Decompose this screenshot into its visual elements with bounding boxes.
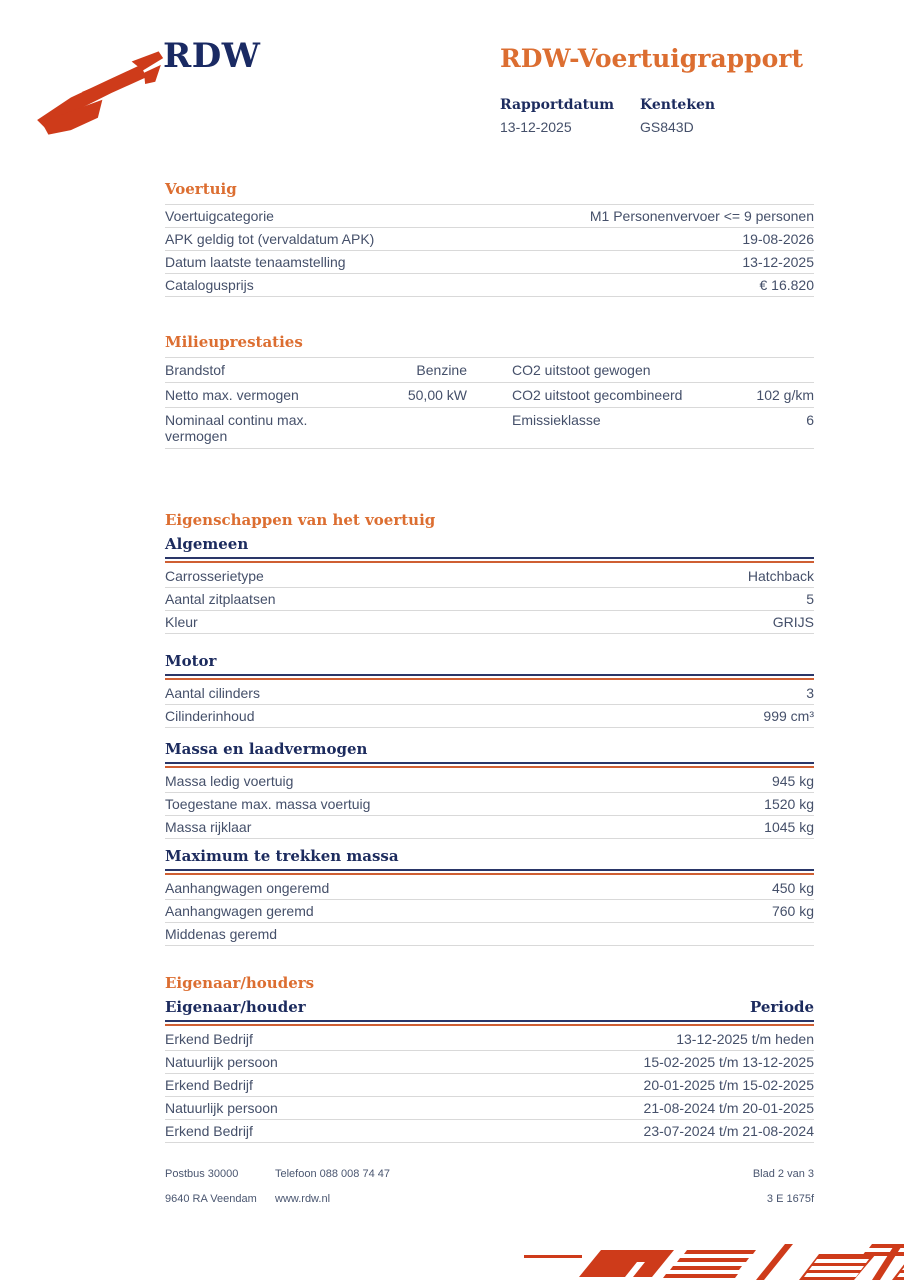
table-row (165, 358, 814, 383)
owner-period: 13-12-2025 t/m heden (676, 1031, 814, 1047)
row-value: 945 kg (771, 773, 814, 789)
owner-period: 23-07-2024 t/m 21-08-2024 (643, 1123, 814, 1139)
table-row (165, 251, 814, 274)
rdw-logo-wordmark: RDW (163, 36, 261, 76)
table-row (165, 408, 814, 449)
row-value: 3 (806, 685, 814, 701)
row-label: Voertuigcategorie (165, 208, 274, 224)
row-label: Massa ledig voertuig (165, 773, 294, 789)
row-label: APK geldig tot (vervaldatum APK) (165, 231, 375, 247)
table-row (165, 1074, 814, 1097)
section-eigenschappen (165, 511, 814, 946)
table-row (165, 705, 814, 728)
column-header-period: Periode (749, 998, 814, 1016)
footer-address-line2: 9640 RA Veendam (165, 1193, 257, 1205)
orange-rule (165, 1024, 814, 1026)
row-label: Aanhangwagen geremd (165, 903, 314, 919)
row-label: Netto max. vermogen (165, 387, 299, 403)
row-label: Catalogusprijs (165, 277, 254, 293)
rapportdatum-value: 13-12-2025 (500, 119, 572, 135)
row-value: 1520 kg (764, 796, 814, 812)
row-label: Aanhangwagen ongeremd (165, 880, 330, 896)
row-label: CO2 uitstoot gewogen (512, 362, 651, 378)
footer-doc-code: 3 E 1675f (766, 1193, 814, 1205)
footer-address-line1: Postbus 30000 (165, 1168, 239, 1180)
table-row (165, 770, 814, 793)
row-label: Cilinderinhoud (165, 708, 255, 724)
orange-rule (165, 766, 814, 768)
row-label: Massa rijklaar (165, 819, 252, 835)
owner-type: Erkend Bedrijf (165, 1123, 253, 1139)
section-title: Voertuig (165, 180, 237, 198)
orange-rule (165, 561, 814, 563)
owner-period: 20-01-2025 t/m 15-02-2025 (643, 1077, 814, 1093)
footer-page-number: Blad 2 van 3 (752, 1168, 814, 1180)
row-value: Hatchback (747, 568, 814, 584)
rdw-feather-icon (34, 48, 164, 138)
row-label: Brandstof (165, 362, 225, 378)
table-row (165, 816, 814, 839)
subsection-title: Massa en laadvermogen (165, 740, 814, 764)
row-label: Aantal cilinders (165, 685, 260, 701)
row-label: CO2 uitstoot gecombineerd (512, 387, 683, 403)
subsection-massa (165, 740, 814, 839)
row-label: Aantal zitplaatsen (165, 591, 276, 607)
section-milieuprestaties (165, 333, 814, 449)
row-value: M1 Personenvervoer <= 9 personen (589, 208, 814, 224)
owner-type: Erkend Bedrijf (165, 1031, 253, 1047)
column-header-owner: Eigenaar/houder (165, 998, 306, 1016)
page-footer (165, 1168, 814, 1205)
subsection-title: Maximum te trekken massa (165, 847, 814, 871)
row-value: 999 cm³ (763, 708, 814, 724)
row-label: Nominaal continu max. vermogen (165, 412, 308, 444)
rapportdatum-label: Rapportdatum (500, 97, 615, 113)
row-value: 1045 kg (764, 819, 814, 835)
report-body (165, 180, 814, 1143)
row-label: Carrosserietype (165, 568, 264, 584)
row-value (684, 362, 814, 378)
table-row (165, 383, 814, 408)
row-label: Datum laatste tenaamstelling (165, 254, 346, 270)
owner-period: 15-02-2025 t/m 13-12-2025 (643, 1054, 814, 1070)
subsection-motor (165, 652, 814, 728)
row-value: 5 (806, 591, 814, 607)
table-row (165, 588, 814, 611)
table-row (165, 274, 814, 297)
row-value: 6 (806, 412, 814, 428)
subsection-algemeen (165, 535, 814, 634)
owners-table-header (165, 998, 814, 1022)
row-value: 19-08-2026 (742, 231, 814, 247)
table-row (165, 611, 814, 634)
row-value: 760 kg (771, 903, 814, 919)
owner-type: Erkend Bedrijf (165, 1077, 253, 1093)
row-label: Kleur (165, 614, 198, 630)
row-value: 450 kg (771, 880, 814, 896)
row-value: 102 g/km (756, 387, 814, 403)
row-value: € 16.820 (759, 277, 814, 293)
kenteken-value: GS843D (640, 119, 694, 135)
owner-type: Natuurlijk persoon (165, 1054, 278, 1070)
kenteken-label: Kenteken (640, 97, 716, 113)
table-row (165, 900, 814, 923)
report-meta (500, 97, 780, 135)
orange-rule (165, 678, 814, 680)
rapportdatum-block (500, 97, 640, 135)
subsection-title: Motor (165, 652, 814, 676)
row-value: GRIJS (772, 614, 814, 630)
section-eigenaar-houders (165, 974, 814, 1143)
section-title: Eigenaar/houders (165, 974, 315, 992)
footer-phone: Telefoon 088 008 74 47 (275, 1168, 390, 1180)
kenteken-block (640, 97, 780, 135)
subsection-title: Algemeen (165, 535, 814, 559)
table-row (165, 923, 814, 946)
speed-stripes-icon (524, 1236, 904, 1280)
row-value (365, 412, 467, 444)
footer-website: www.rdw.nl (275, 1193, 331, 1205)
table-row (165, 205, 814, 228)
subsection-trekken-massa (165, 847, 814, 946)
report-title: RDW-Voertuigrapport (500, 44, 804, 73)
section-title: Milieuprestaties (165, 333, 303, 351)
row-label: Emissieklasse (512, 412, 601, 428)
table-row (165, 1051, 814, 1074)
row-label: Toegestane max. massa voertuig (165, 796, 371, 812)
orange-rule (165, 873, 814, 875)
table-row (165, 793, 814, 816)
table-row (165, 682, 814, 705)
row-value: Benzine (416, 362, 467, 378)
row-label: Middenas geremd (165, 926, 278, 942)
table-row (165, 1028, 814, 1051)
owner-type: Natuurlijk persoon (165, 1100, 278, 1116)
table-row (165, 1120, 814, 1143)
table-row (165, 877, 814, 900)
table-row (165, 1097, 814, 1120)
table-row (165, 228, 814, 251)
row-value: 50,00 kW (407, 387, 467, 403)
section-title: Eigenschappen van het voertuig (165, 511, 436, 529)
row-value: 13-12-2025 (742, 254, 814, 270)
owner-period: 21-08-2024 t/m 20-01-2025 (643, 1100, 814, 1116)
table-row (165, 565, 814, 588)
section-voertuig (165, 180, 814, 297)
